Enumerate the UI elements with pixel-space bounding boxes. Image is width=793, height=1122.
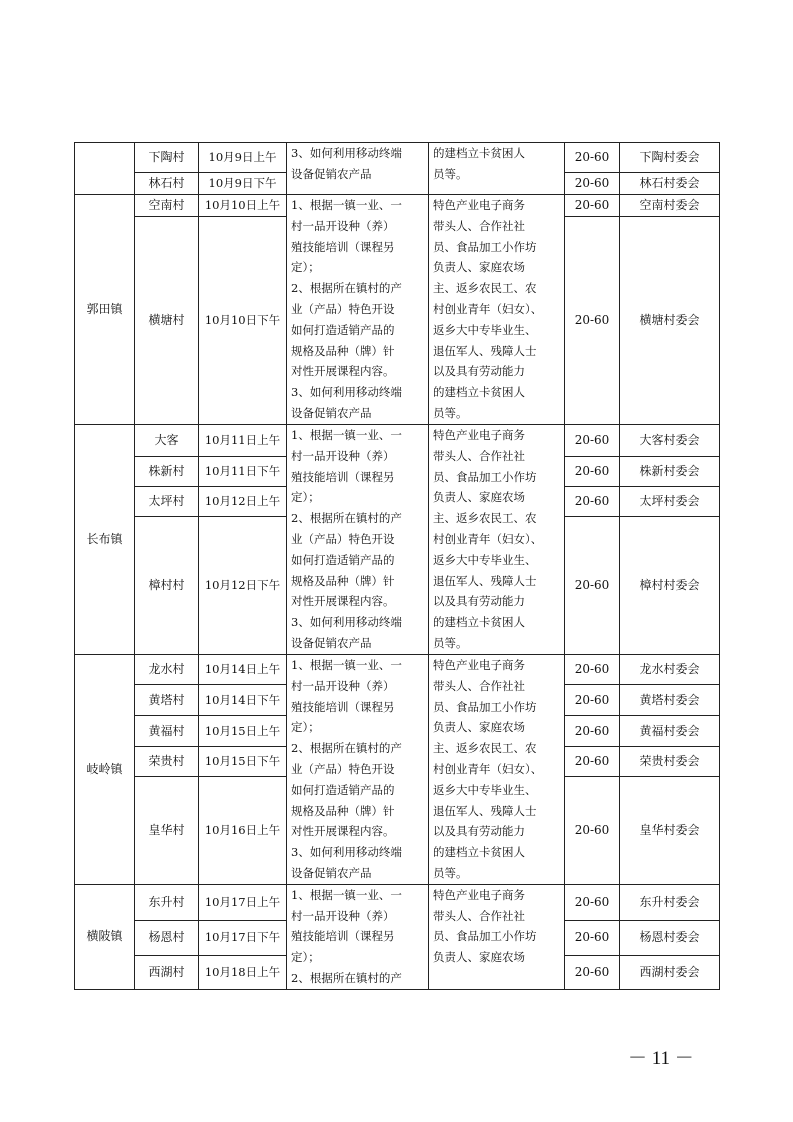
time-cell: 10月15日下午	[199, 747, 287, 777]
village-cell: 龙水村	[135, 655, 199, 685]
venue-cell: 荣贵村委会	[620, 747, 720, 777]
time-cell: 10月14日上午	[199, 655, 287, 685]
time-cell: 10月18日上午	[199, 955, 287, 989]
village-cell: 林石村	[135, 173, 199, 195]
time-cell: 10月9日下午	[199, 173, 287, 195]
venue-cell: 黄福村委会	[620, 716, 720, 747]
course-content-cell: 1、根据一镇一业、一 村一品开设种（养） 殖技能培训（课程另 定）； 2、根据所在镇村的产 业（产品）特色开设 如何打造适销产品的 规格及品种（牌）针 对性开展课程内容。 3、如何利用移动终端 设备促销农产品	[287, 195, 429, 425]
time-cell: 10月11日下午	[199, 457, 287, 487]
venue-cell: 皇华村委会	[620, 777, 720, 884]
table-row	[75, 143, 720, 173]
village-cell: 株新村	[135, 457, 199, 487]
venue-cell: 西湖村委会	[620, 955, 720, 989]
village-cell: 大客	[135, 425, 199, 457]
town-cell: 长布镇	[75, 425, 135, 655]
participant-count-cell: 20-60	[565, 487, 620, 517]
table-row	[75, 655, 720, 685]
village-cell: 皇华村	[135, 777, 199, 884]
participant-count-cell: 20-60	[565, 955, 620, 989]
page-number: － 11 －	[628, 1048, 694, 1069]
village-cell: 樟村村	[135, 517, 199, 655]
participant-count-cell: 20-60	[565, 517, 620, 655]
time-cell: 10月12日下午	[199, 517, 287, 655]
venue-cell: 林石村委会	[620, 173, 720, 195]
participant-count-cell: 20-60	[565, 716, 620, 747]
venue-cell: 空南村委会	[620, 195, 720, 217]
time-cell: 10月11日上午	[199, 425, 287, 457]
time-cell: 10月14日下午	[199, 685, 287, 716]
participant-count-cell: 20-60	[565, 655, 620, 685]
participant-count-cell: 20-60	[565, 173, 620, 195]
venue-cell: 东升村委会	[620, 884, 720, 921]
venue-cell: 太坪村委会	[620, 487, 720, 517]
village-cell: 黄福村	[135, 716, 199, 747]
venue-cell: 横塘村委会	[620, 217, 720, 425]
participant-count-cell: 20-60	[565, 921, 620, 955]
time-cell: 10月17日下午	[199, 921, 287, 955]
course-content-cell: 3、如何利用移动终端 设备促销农产品	[287, 143, 429, 195]
table-row	[75, 884, 720, 921]
participant-count-cell: 20-60	[565, 195, 620, 217]
participant-count-cell: 20-60	[565, 425, 620, 457]
target-audience-cell: 的建档立卡贫困人 员等。	[429, 143, 565, 195]
time-cell: 10月9日上午	[199, 143, 287, 173]
town-cell: 岐岭镇	[75, 655, 135, 885]
venue-cell: 黄塔村委会	[620, 685, 720, 716]
town-cell: 郭田镇	[75, 195, 135, 425]
time-cell: 10月16日上午	[199, 777, 287, 884]
table-row	[75, 195, 720, 217]
participant-count-cell: 20-60	[565, 143, 620, 173]
table-row	[75, 425, 720, 457]
village-cell: 西湖村	[135, 955, 199, 989]
participant-count-cell: 20-60	[565, 685, 620, 716]
venue-cell: 龙水村委会	[620, 655, 720, 685]
time-cell: 10月15日上午	[199, 716, 287, 747]
town-cell	[75, 143, 135, 195]
village-cell: 东升村	[135, 884, 199, 921]
time-cell: 10月10日下午	[199, 217, 287, 425]
target-audience-cell: 特色产业电子商务 带头人、合作社社 员、食品加工小作坊 负责人、家庭农场	[429, 884, 565, 989]
venue-cell: 株新村委会	[620, 457, 720, 487]
participant-count-cell: 20-60	[565, 884, 620, 921]
time-cell: 10月10日上午	[199, 195, 287, 217]
time-cell: 10月12日上午	[199, 487, 287, 517]
target-audience-cell: 特色产业电子商务 带头人、合作社社 员、食品加工小作坊 负责人、家庭农场 主、返乡农民工、农 村创业青年（妇女）、 返乡大中专毕业生、 退伍军人、残障人士 以及具有劳动能力 的建档立卡贫困人 员等。	[429, 655, 565, 885]
participant-count-cell: 20-60	[565, 217, 620, 425]
village-cell: 黄塔村	[135, 685, 199, 716]
training-schedule-table	[74, 142, 720, 990]
time-cell: 10月17日上午	[199, 884, 287, 921]
village-cell: 下陶村	[135, 143, 199, 173]
village-cell: 横塘村	[135, 217, 199, 425]
target-audience-cell: 特色产业电子商务 带头人、合作社社 员、食品加工小作坊 负责人、家庭农场 主、返乡农民工、农 村创业青年（妇女）、 返乡大中专毕业生、 退伍军人、残障人士 以及具有劳动能力 的建档立卡贫困人 员等。	[429, 195, 565, 425]
course-content-cell: 1、根据一镇一业、一 村一品开设种（养） 殖技能培训（课程另 定）； 2、根据所在镇村的产	[287, 884, 429, 989]
target-audience-cell: 特色产业电子商务 带头人、合作社社 员、食品加工小作坊 负责人、家庭农场 主、返乡农民工、农 村创业青年（妇女）、 返乡大中专毕业生、 退伍军人、残障人士 以及具有劳动能力 的建档立卡贫困人 员等。	[429, 425, 565, 655]
venue-cell: 大客村委会	[620, 425, 720, 457]
village-cell: 太坪村	[135, 487, 199, 517]
village-cell: 荣贵村	[135, 747, 199, 777]
participant-count-cell: 20-60	[565, 457, 620, 487]
venue-cell: 下陶村委会	[620, 143, 720, 173]
course-content-cell: 1、根据一镇一业、一 村一品开设种（养） 殖技能培训（课程另 定）； 2、根据所在镇村的产 业（产品）特色开设 如何打造适销产品的 规格及品种（牌）针 对性开展课程内容。 3、如何利用移动终端 设备促销农产品	[287, 425, 429, 655]
venue-cell: 樟村村委会	[620, 517, 720, 655]
participant-count-cell: 20-60	[565, 777, 620, 884]
town-cell: 横陂镇	[75, 884, 135, 989]
village-cell: 空南村	[135, 195, 199, 217]
village-cell: 杨恩村	[135, 921, 199, 955]
course-content-cell: 1、根据一镇一业、一 村一品开设种（养） 殖技能培训（课程另 定）； 2、根据所在镇村的产 业（产品）特色开设 如何打造适销产品的 规格及品种（牌）针 对性开展课程内容。 3、如何利用移动终端 设备促销农产品	[287, 655, 429, 885]
venue-cell: 杨恩村委会	[620, 921, 720, 955]
participant-count-cell: 20-60	[565, 747, 620, 777]
